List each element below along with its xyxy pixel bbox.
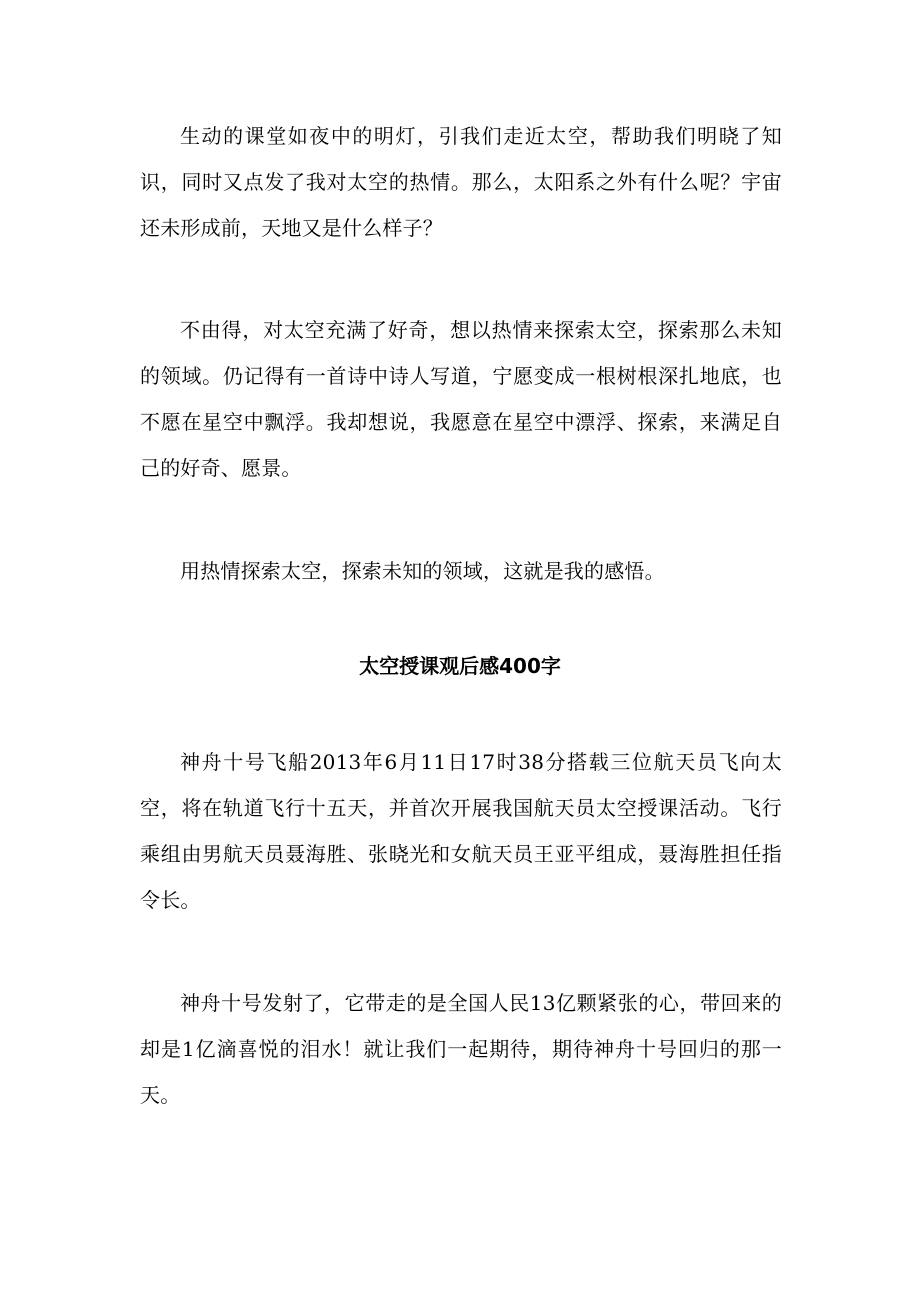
essay-title: 太空授课观后感400字 (359, 654, 561, 678)
paragraph-shenzhou-launch: 神舟十号飞船2013年6月11日17时38分搭载三位航天员飞向太空，将在轨道飞行十五天，并首次开展我国航天员太空授课活动。飞行乘组由男航天员聂海胜、张晓光和女航天员王亚平组成，聂海胜担任指令长。 (140, 750, 782, 912)
paragraph-curiosity: 不由得，对太空充满了好奇，想以热情来探索太空，探索那么未知的领域。仍记得有一首诗中诗人写道，宁愿变成一根树根深扎地底，也不愿在星空中飘浮。我却想说，我愿意在星空中漂浮、探索，来满足自己的好奇、愿景。 (140, 318, 782, 480)
paragraph-reflection: 用热情探索太空，探索未知的领域，这就是我的感悟。 (180, 559, 665, 583)
paragraph-shenzhou-return: 神舟十号发射了，它带走的是全国人民13亿颗紧张的心，带回来的却是1亿滴喜悦的泪水！就让我们一起期待，期待神舟十号回归的那一天。 (140, 991, 782, 1107)
paragraph-classroom-lamp: 生动的课堂如夜中的明灯，引我们走近太空，帮助我们明晓了知识，同时又点发了我对太空的热情。那么，太阳系之外有什么呢？宇宙还未形成前，天地又是什么样子？ (140, 124, 782, 240)
